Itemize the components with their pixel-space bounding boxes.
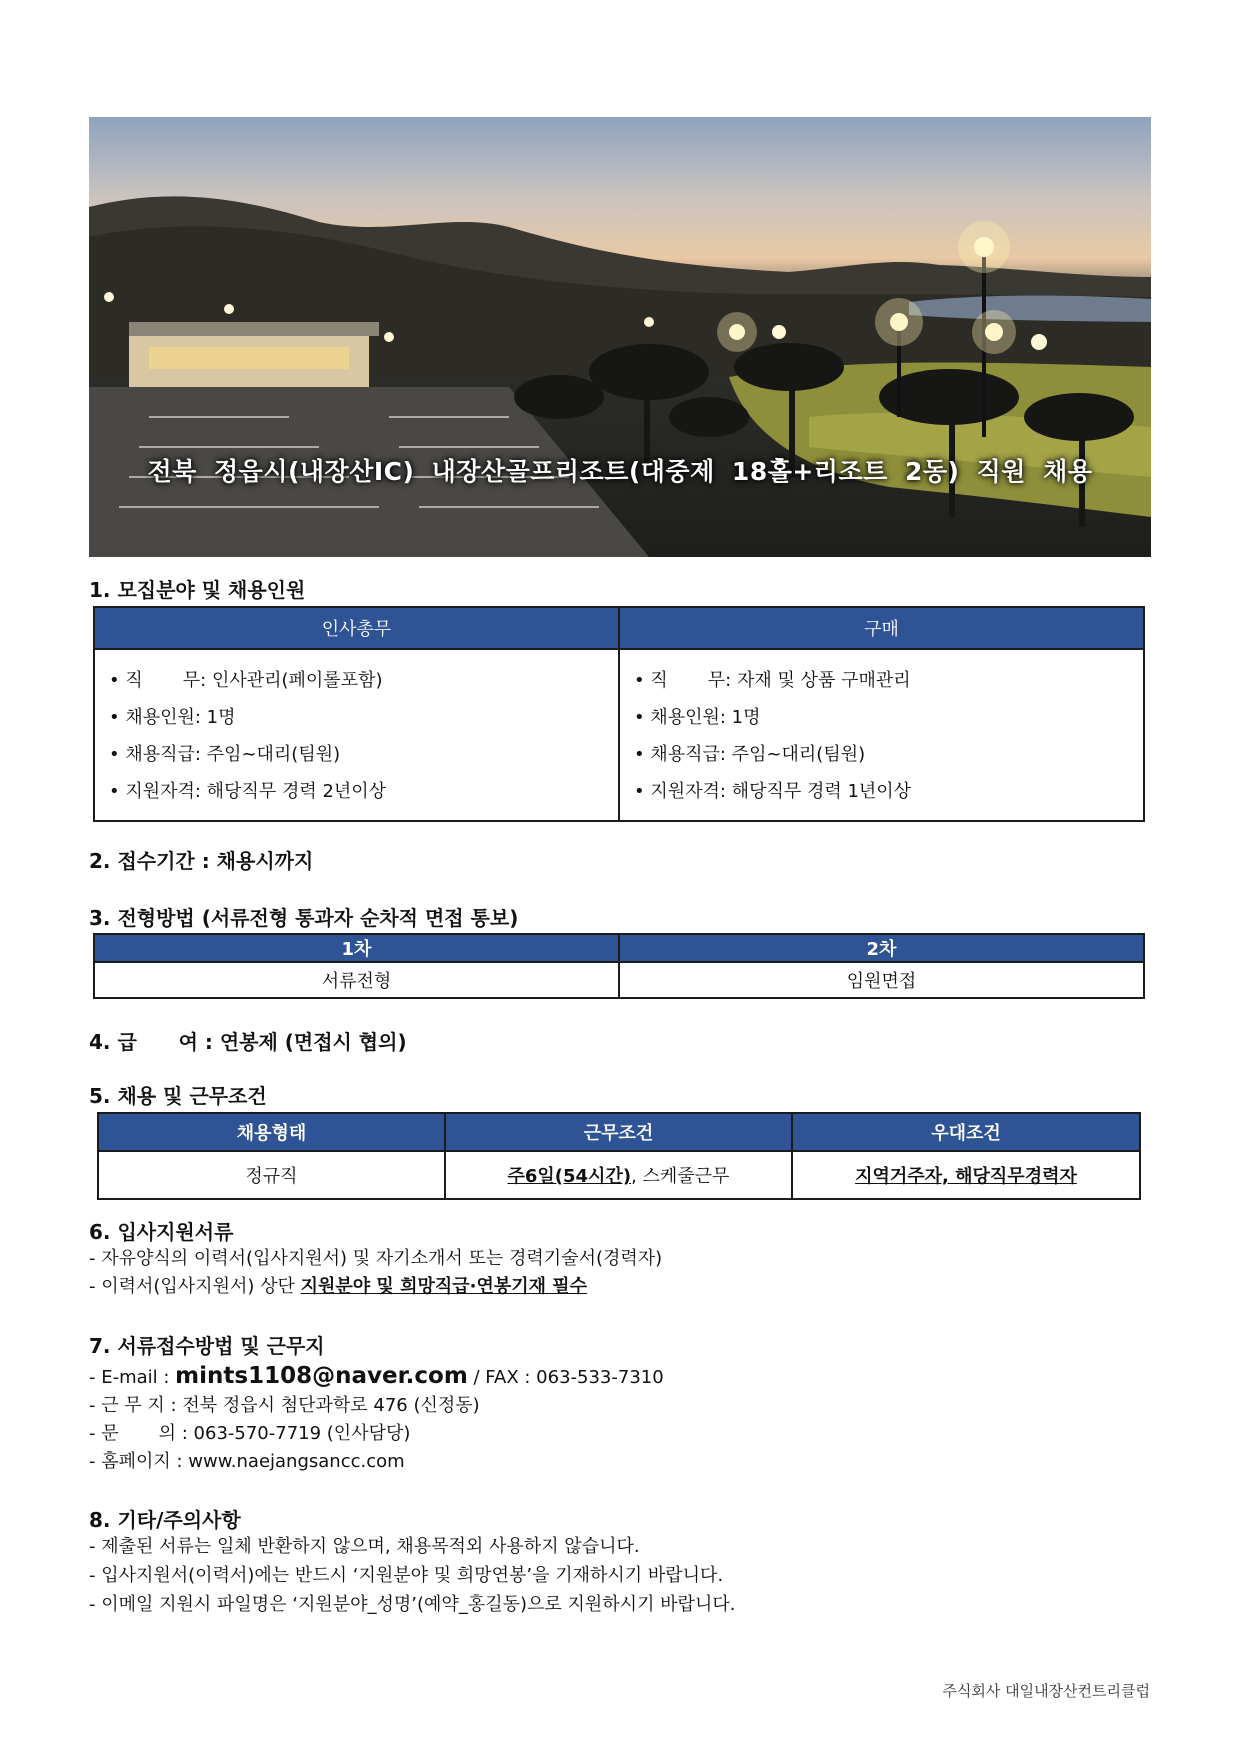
section-1-title: 1. 모집분야 및 채용인원 bbox=[89, 578, 306, 602]
inquiry-line: - 문 의 : 063-570-7719 (인사담당) bbox=[89, 1423, 411, 1444]
email-label: - E-mail : bbox=[89, 1367, 176, 1388]
section-7-title: 7. 서류접수방법 및 근무지 bbox=[89, 1334, 325, 1358]
documents-line-1: - 자유양식의 이력서(입사지원서) 및 자기소개서 또는 경력기술서(경력자) bbox=[89, 1248, 663, 1269]
work-conditions-cell bbox=[445, 1151, 792, 1199]
hr-headcount: • 채용인원: 1명 bbox=[109, 707, 236, 728]
purchase-duty: • 직 무: 자재 및 상품 구매관리 bbox=[634, 670, 911, 691]
column-header-hr: 인사총무 bbox=[94, 607, 619, 649]
preference-cell bbox=[792, 1151, 1140, 1199]
purchase-headcount: • 채용인원: 1명 bbox=[634, 707, 761, 728]
hero-title: 전북 정읍시(내장산IC) 내장산골프리조트(대중제 18홀+리조트 2동) 직원 채용 bbox=[147, 457, 1093, 486]
homepage-line[interactable]: - 홈페이지 : www.naejangsancc.com bbox=[89, 1451, 405, 1472]
column-header-purchase: 구매 bbox=[619, 607, 1144, 649]
section-4-title: 4. 급 여 : 연봉제 (면접시 협의) bbox=[89, 1030, 407, 1054]
fax-number: / FAX : 063-533-7310 bbox=[467, 1367, 664, 1388]
hr-details-cell bbox=[94, 649, 619, 821]
section-8-title: 8. 기타/주의사항 bbox=[89, 1508, 241, 1532]
preference-text: 지역거주자, 해당직무경력자 bbox=[855, 1166, 1077, 1187]
email-address[interactable]: mints1108@naver.com bbox=[175, 1363, 468, 1389]
selection-process-table bbox=[93, 933, 1145, 999]
section-5-title: 5. 채용 및 근무조건 bbox=[89, 1084, 267, 1108]
section-2-title: 2. 접수기간 : 채용시까지 bbox=[89, 849, 314, 873]
section-3-title: 3. 전형방법 (서류전형 통과자 순차적 면접 통보) bbox=[89, 906, 519, 930]
workplace-line: - 근 무 지 : 전북 정읍시 첨단과학로 476 (신정동) bbox=[89, 1395, 480, 1416]
email-line bbox=[89, 1362, 664, 1392]
purchase-qualification: • 지원자격: 해당직무 경력 1년이상 bbox=[634, 781, 912, 802]
hr-duty: • 직 무: 인사관리(페이롤포함) bbox=[109, 670, 383, 691]
stage-1-header: 1차 bbox=[94, 934, 619, 962]
documents-line-2 bbox=[89, 1273, 587, 1301]
hero-photo bbox=[89, 117, 1151, 557]
schedule-work: , 스케줄근무 bbox=[631, 1166, 730, 1187]
work-conditions-header: 근무조건 bbox=[445, 1113, 792, 1151]
documents-line-2-text: - 이력서(입사지원서) 상단 bbox=[89, 1276, 301, 1297]
employment-type-header: 채용형태 bbox=[98, 1113, 445, 1151]
documents-required-note: 지원분야 및 희망직급·연봉기재 필수 bbox=[300, 1276, 588, 1297]
recruitment-table bbox=[93, 606, 1145, 822]
company-name-footer: 주식회사 대일내장산컨트리클럽 bbox=[942, 1682, 1150, 1700]
stage-1-cell: 서류전형 bbox=[94, 962, 619, 998]
work-days-hours: 주6일(54시간) bbox=[507, 1166, 632, 1187]
purchase-rank: • 채용직급: 주임~대리(팀원) bbox=[634, 744, 866, 765]
employment-conditions-table bbox=[97, 1112, 1141, 1200]
note-line-1: - 제출된 서류는 일체 반환하지 않으며, 채용목적외 사용하지 않습니다. bbox=[89, 1536, 640, 1557]
hr-qualification: • 지원자격: 해당직무 경력 2년이상 bbox=[109, 781, 387, 802]
stage-2-header: 2차 bbox=[619, 934, 1144, 962]
preference-header: 우대조건 bbox=[792, 1113, 1140, 1151]
stage-2-cell: 임원면접 bbox=[619, 962, 1144, 998]
purchase-details-cell bbox=[619, 649, 1144, 821]
note-line-2: - 입사지원서(이력서)에는 반드시 ‘지원분야 및 희망연봉’을 기재하시기 바랍니다. bbox=[89, 1565, 724, 1586]
section-6-title: 6. 입사지원서류 bbox=[89, 1220, 234, 1244]
note-line-3: - 이메일 지원시 파일명은 ‘지원분야_성명’(예약_홍길동)으로 지원하시기 바랍니다. bbox=[89, 1594, 736, 1615]
employment-type-cell: 정규직 bbox=[98, 1151, 445, 1199]
hr-rank: • 채용직급: 주임~대리(팀원) bbox=[109, 744, 341, 765]
resort-night-illustration bbox=[89, 117, 1151, 557]
